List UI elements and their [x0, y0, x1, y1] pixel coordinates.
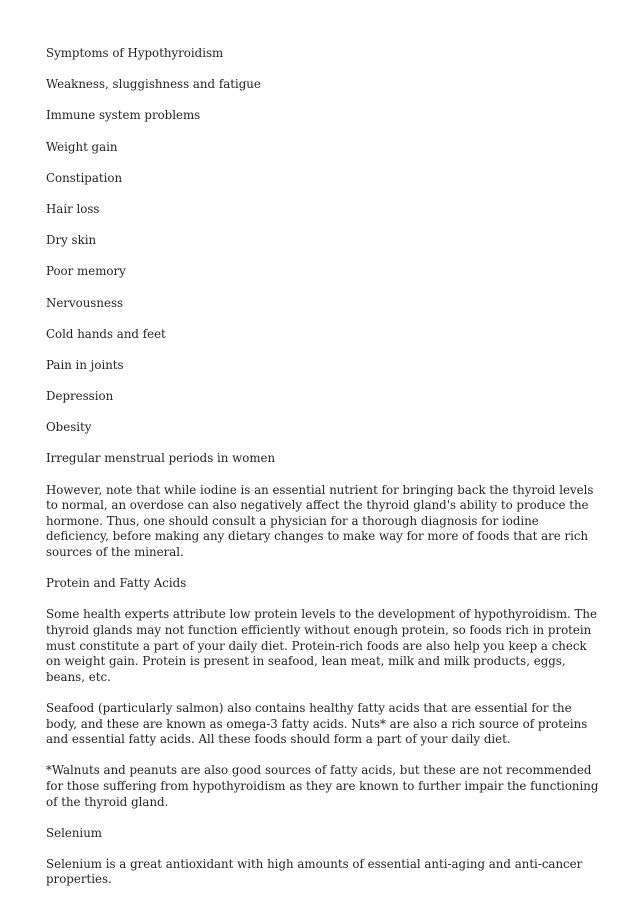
symptom-item: Pain in joints — [46, 357, 124, 372]
body-paragraph: However, note that while iodine is an essential nutrient for bringing back the thyroid levels to normal, an overdose can also negatively affect the thyroid gland's ability to produce the hormone. Thus, one should consult a physician for a thorough diagnosis for iodine deficiency, before making any dietary changes to make way for more of foods that are rich sources of the mineral. — [46, 482, 594, 559]
section-heading: Selenium — [46, 825, 102, 840]
section-heading: Protein and Fatty Acids — [46, 576, 187, 591]
symptom-item: Weakness, sluggishness and fatigue — [46, 77, 261, 92]
body-paragraph: Seafood (particularly salmon) also contains healthy fatty acids that are essential for the body, and these are known as omega-3 fatty acids. Nuts* are also a rich source of proteins and essential fatty acids. All these foods should form a part of your daily diet. — [46, 700, 588, 747]
body-paragraph: Selenium is a great antioxidant with high amounts of essential anti-aging and anti-cancer properties. — [46, 856, 583, 887]
footnote-paragraph: *Walnuts and peanuts are also good sources of fatty acids, but these are not recommended for those suffering from hypothyroidism as they are known to further impair the functioning of the thyroid gland. — [46, 763, 599, 809]
symptom-item: Nervousness — [46, 295, 124, 310]
body-paragraph: Some health experts attribute low protein levels to the development of hypothyroidism. The thyroid glands may not function efficiently without enough protein, so foods rich in protein must constitute a part of your daily diet. Protein-rich foods are also help you keep a check on weight gain. Protein is present in seafood, lean meat, milk and milk products, eggs, beans, etc. — [46, 607, 597, 684]
symptom-item: Immune system problems — [46, 108, 201, 123]
section-heading: Symptoms of Hypothyroidism — [46, 46, 224, 60]
symptom-item: Dry skin — [46, 233, 97, 248]
symptom-item: Constipation — [46, 170, 123, 185]
symptom-item: Cold hands and feet — [46, 326, 166, 341]
symptom-item: Depression — [46, 389, 114, 404]
symptom-item: Weight gain — [46, 139, 118, 154]
symptom-item: Obesity — [46, 420, 92, 435]
symptom-item: Hair loss — [46, 201, 100, 216]
symptom-item: Irregular menstrual periods in women — [46, 451, 276, 466]
symptom-item: Poor memory — [46, 264, 126, 279]
document-body — [46, 46, 602, 888]
